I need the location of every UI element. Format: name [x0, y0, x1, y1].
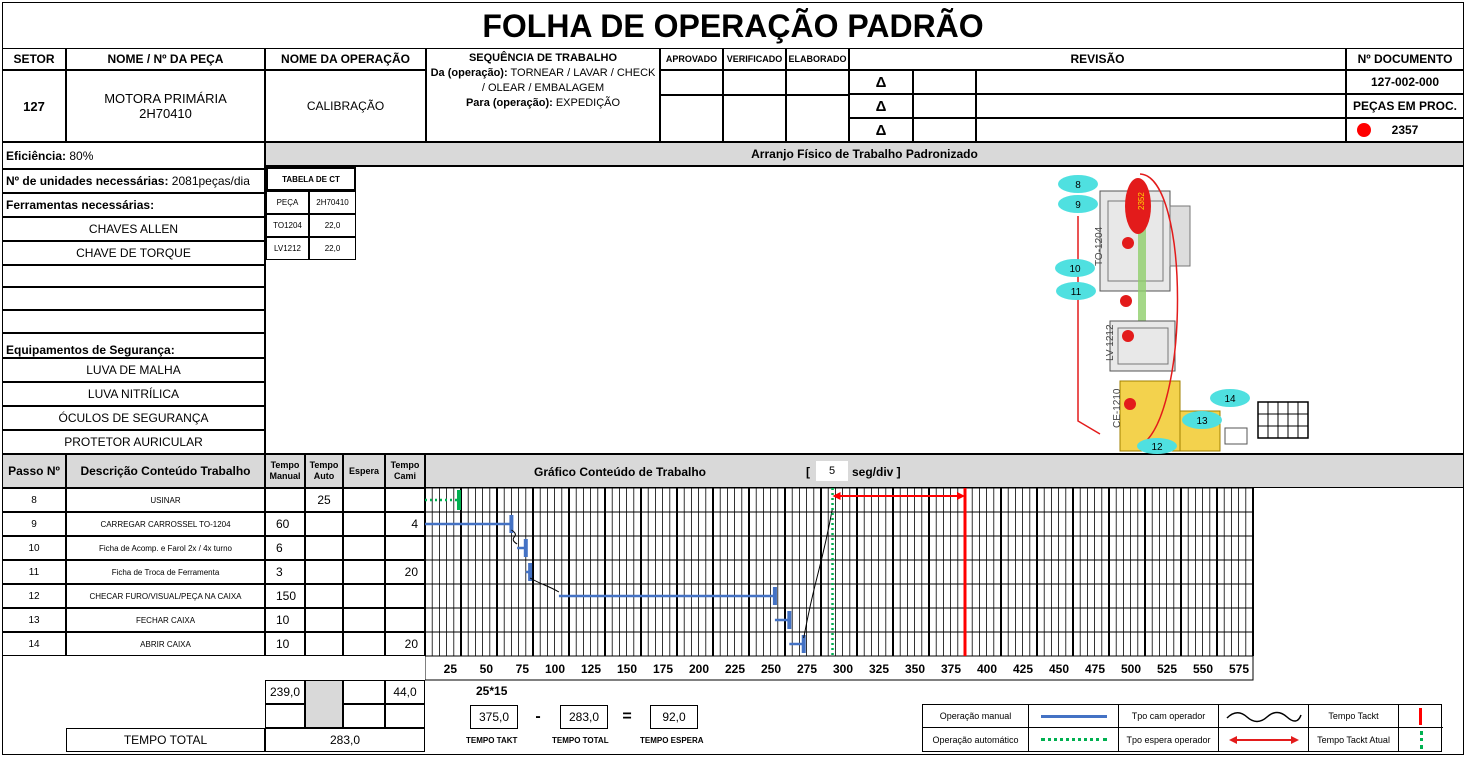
step-manual: 60: [265, 512, 305, 536]
aprovado-label: APROVADO: [660, 48, 723, 70]
col-cami-header: Tempo Cami: [385, 454, 425, 488]
step-auto: [305, 536, 343, 560]
step-auto: [305, 512, 343, 536]
takt-formula: 25*15: [476, 684, 508, 698]
step-passo: 8: [2, 488, 66, 512]
step-cami: [385, 608, 425, 632]
pecas-proc-value: 2357: [1391, 123, 1419, 137]
step-descricao: CHECAR FURO/VISUAL/PEÇA NA CAIXA: [66, 584, 265, 608]
elaborado-date: [786, 95, 849, 142]
legend-espera-swatch: [1219, 728, 1309, 752]
station-9-marker: [1058, 195, 1098, 213]
espera-value: 92,0: [650, 705, 698, 729]
packing-grid: [1258, 402, 1308, 438]
equipamentos-label: Equipamentos de Segurança:: [2, 333, 265, 358]
step-manual: 3: [265, 560, 305, 584]
step-manual: 6: [265, 536, 305, 560]
elaborado-label: ELABORADO: [786, 48, 849, 70]
packing-grid-cells: [1258, 402, 1308, 438]
legend-takt-label: Tempo Tackt: [1309, 705, 1399, 728]
col-manual-header: Tempo Manual: [265, 454, 305, 488]
station-8-marker: [1058, 175, 1098, 193]
revisao-date-3: [913, 118, 976, 142]
machine-label: CE-1210: [1112, 388, 1123, 428]
elaborado-sign: [786, 70, 849, 95]
step-auto: [305, 560, 343, 584]
chart-scale-value: 5: [816, 461, 848, 481]
revisao-delta-3: Δ: [849, 118, 913, 142]
step-cami: 20: [385, 632, 425, 656]
revisao-delta-2: Δ: [849, 94, 913, 118]
tempo-total-label: TEMPO TOTAL: [66, 728, 265, 752]
sequencia-para: Para (operação): EXPEDIÇÃO: [465, 97, 621, 109]
total-manual: 239,0: [265, 680, 305, 704]
tick-label: 400: [976, 662, 997, 676]
legend-manual-label: Operação manual: [923, 705, 1029, 728]
step-manual: 150: [265, 584, 305, 608]
step-passo: 13: [2, 608, 66, 632]
tick-label: 575: [1228, 662, 1249, 676]
verificado-sign: [723, 70, 786, 95]
legend: [922, 704, 1442, 752]
manual-bar-end: [773, 587, 777, 605]
station-dot: [1122, 237, 1134, 249]
aprovado-date: [660, 95, 723, 142]
equals-sign: =: [622, 708, 632, 725]
aprovado-sign: [660, 70, 723, 95]
station-dot: [1120, 295, 1132, 307]
verificado-date: [723, 95, 786, 142]
station-11-marker: [1056, 282, 1096, 300]
sequencia-da: Da (operação): TORNEAR / LAVAR / CHECK: [430, 67, 656, 79]
station-11-label: 11: [1070, 287, 1082, 298]
ct-row: [266, 214, 356, 237]
takt-value: 375,0: [470, 705, 518, 729]
ferramenta-empty: [2, 265, 265, 287]
step-descricao: Ficha de Acomp. e Farol 2x / 4x turno: [66, 536, 265, 560]
legend-manual-swatch: [1029, 705, 1119, 728]
unidades-row: [2, 169, 265, 193]
setor-label: SETOR: [2, 48, 66, 70]
equipamento-item: LUVA NITRÍLICA: [2, 382, 265, 406]
step-descricao: Ficha de Troca de Ferramenta: [66, 560, 265, 584]
operacao-value: CALIBRAÇÃO: [265, 70, 426, 142]
tick-label: 75: [515, 662, 529, 676]
empty-cell: [2, 656, 265, 680]
step-passo: 14: [2, 632, 66, 656]
ct-table-title: TABELA DE CT: [266, 167, 356, 191]
station-8-label: 8: [1075, 180, 1081, 191]
tick-label: 250: [760, 662, 781, 676]
step-espera: [343, 608, 385, 632]
sequencia-da-cont: / OLEAR / EMBALAGEM: [481, 82, 605, 94]
ct-row: [266, 191, 356, 214]
step-passo: 10: [2, 536, 66, 560]
legend-takt-atual-swatch: [1399, 728, 1443, 752]
unidades-label: Nº de unidades necessárias:: [6, 174, 169, 188]
work-content-chart: [425, 488, 1464, 684]
revisao-desc-1: [976, 70, 1346, 94]
sheet-title: FOLHA DE OPERAÇÃO PADRÃO: [482, 7, 984, 44]
col-espera-header: Espera: [343, 454, 385, 488]
step-espera: [343, 632, 385, 656]
total-label: TEMPO TOTAL: [552, 736, 609, 745]
chart-scale-open: [: [806, 465, 810, 479]
step-cami: [385, 584, 425, 608]
ct-cell: 22,0: [309, 237, 356, 260]
station-dot: [1122, 330, 1134, 342]
layout-diagram: [1040, 166, 1340, 454]
step-cami: 4: [385, 512, 425, 536]
step-descricao: ABRIR CAIXA: [66, 632, 265, 656]
equipamento-item: PROTETOR AURICULAR: [2, 430, 265, 454]
ct-cell: 2H70410: [309, 191, 356, 214]
step-espera: [343, 560, 385, 584]
revisao-desc-3: [976, 118, 1346, 142]
legend-cam-label: Tpo cam operador: [1119, 705, 1219, 728]
ct-cell: LV1212: [266, 237, 309, 260]
ferramentas-label: Ferramentas necessárias:: [2, 193, 265, 217]
machine-label: TO-1204: [1094, 226, 1105, 266]
step-auto: [305, 608, 343, 632]
tick-label: 50: [479, 662, 493, 676]
station-dot: [1124, 398, 1136, 410]
tick-label: 150: [616, 662, 637, 676]
sequencia-label: SEQUÊNCIA DE TRABALHO: [468, 52, 618, 64]
tick-label: 450: [1048, 662, 1069, 676]
step-espera: [343, 488, 385, 512]
tick-label: 500: [1120, 662, 1141, 676]
step-auto: 25: [305, 488, 343, 512]
col-auto-header: Tempo Auto: [305, 454, 343, 488]
tick-label: 225: [724, 662, 745, 676]
tick-label: 375: [940, 662, 961, 676]
espera-label: TEMPO ESPERA: [640, 736, 704, 745]
tick-label: 175: [652, 662, 673, 676]
tick-label: 125: [580, 662, 601, 676]
total-cami-2: [385, 704, 425, 728]
ct-cell: PEÇA: [266, 191, 309, 214]
total-cami: 44,0: [385, 680, 425, 704]
ferramenta-item: CHAVE DE TORQUE: [2, 241, 265, 265]
step-passo: 9: [2, 512, 66, 536]
station-13-marker: [1182, 411, 1222, 429]
unidades-value: 2081peças/dia: [171, 174, 250, 188]
documento-label: Nº DOCUMENTO: [1346, 48, 1464, 70]
auto-bar-end: [457, 490, 461, 510]
tick-label: 25: [443, 662, 457, 676]
chart-header: [425, 454, 1464, 488]
sequencia-box: [426, 48, 660, 142]
step-espera: [343, 584, 385, 608]
total-espera-2: [343, 704, 385, 728]
small-box: [1225, 428, 1247, 444]
manual-bar-end: [524, 539, 528, 557]
step-espera: [343, 512, 385, 536]
step-passo: 12: [2, 584, 66, 608]
step-manual: 10: [265, 608, 305, 632]
pecas-proc-label: PEÇAS EM PROC.: [1346, 94, 1464, 118]
verificado-label: VERIFICADO: [723, 48, 786, 70]
wip-dot-icon: [1357, 123, 1371, 137]
step-descricao: FECHAR CAIXA: [66, 608, 265, 632]
tick-label: 550: [1192, 662, 1213, 676]
tick-label: 350: [904, 662, 925, 676]
tick-label: 200: [688, 662, 709, 676]
ferramenta-empty: [2, 310, 265, 333]
legend-espera-label: Tpo espera operador: [1119, 728, 1219, 752]
peca-number: 2H70410: [139, 106, 192, 121]
tick-label: 300: [832, 662, 853, 676]
col-passo-header: Passo Nº: [2, 454, 66, 488]
peca-name: MOTORA PRIMÁRIA: [104, 91, 227, 106]
step-cami: 20: [385, 560, 425, 584]
tick-label: 325: [868, 662, 889, 676]
total-manual-2: [265, 704, 305, 728]
station-12-marker: [1137, 438, 1177, 454]
machine-label: LV-1212: [1105, 324, 1116, 361]
eficiencia-label: Eficiência:: [6, 148, 67, 163]
revisao-label: REVISÃO: [849, 48, 1346, 70]
revisao-date-1: [913, 70, 976, 94]
equipamento-item: ÓCULOS DE SEGURANÇA: [2, 406, 265, 430]
step-cami: [385, 536, 425, 560]
station-9-label: 9: [1075, 200, 1081, 211]
station-13-label: 13: [1196, 416, 1208, 427]
peca-value: [66, 70, 265, 142]
step-manual: 10: [265, 632, 305, 656]
legend-auto-label: Operação automático: [923, 728, 1029, 752]
station-12-label: 12: [1151, 442, 1163, 453]
minus-sign: -: [535, 708, 541, 725]
tick-label: 425: [1012, 662, 1033, 676]
setor-value: 127: [2, 70, 66, 142]
tick-label: 275: [796, 662, 817, 676]
ct-cell: TO1204: [266, 214, 309, 237]
tempo-total-value: 283,0: [265, 728, 425, 752]
legend-cam-swatch: [1219, 705, 1309, 728]
ferramenta-item: CHAVES ALLEN: [2, 217, 265, 241]
legend-auto-swatch: [1029, 728, 1119, 752]
chart-scale-unit: seg/div ]: [852, 465, 901, 479]
tick-label: 100: [544, 662, 565, 676]
ct-table: [266, 167, 356, 260]
eficiencia-value: 80%: [69, 148, 94, 163]
station-14-marker: [1210, 389, 1250, 407]
empty-cell: [2, 680, 265, 728]
wip-count: 2352: [1137, 192, 1146, 210]
step-auto: [305, 632, 343, 656]
step-descricao: CARREGAR CARROSSEL TO-1204: [66, 512, 265, 536]
legend-takt-atual-label: Tempo Tackt Atual: [1309, 728, 1399, 752]
documento-value: 127-002-000: [1346, 70, 1464, 94]
pecas-proc-value-cell: [1346, 118, 1464, 142]
ct-cell: 22,0: [309, 214, 356, 237]
manual-bar-end: [787, 611, 791, 629]
ct-row: [266, 237, 356, 260]
station-14-label: 14: [1224, 394, 1236, 405]
total-auto: [305, 680, 343, 728]
step-manual: [265, 488, 305, 512]
total-espera: [343, 680, 385, 704]
total-value: 283,0: [560, 705, 608, 729]
station-10-label: 10: [1069, 264, 1081, 275]
col-descricao-header: Descrição Conteúdo Trabalho: [66, 454, 265, 488]
ferramenta-empty: [2, 287, 265, 310]
empty-cell: [265, 656, 425, 680]
takt-label: TEMPO TAKT: [466, 736, 518, 745]
equipamento-item: LUVA DE MALHA: [2, 358, 265, 382]
step-auto: [305, 584, 343, 608]
step-descricao: USINAR: [66, 488, 265, 512]
step-cami: [385, 488, 425, 512]
operacao-label: NOME DA OPERAÇÃO: [265, 48, 426, 70]
eficiencia-row: [2, 142, 265, 169]
step-espera: [343, 536, 385, 560]
station-10-marker: [1055, 259, 1095, 277]
layout-title: Arranjo Físico de Trabalho Padronizado: [265, 142, 1464, 166]
peca-label: NOME / Nº DA PEÇA: [66, 48, 265, 70]
revisao-desc-2: [976, 94, 1346, 118]
tick-label: 525: [1156, 662, 1177, 676]
revisao-delta-1: Δ: [849, 70, 913, 94]
chart-title: Gráfico Conteúdo de Trabalho: [534, 465, 707, 479]
legend-takt-swatch: [1399, 705, 1443, 728]
revisao-date-2: [913, 94, 976, 118]
tick-label: 475: [1084, 662, 1105, 676]
step-passo: 11: [2, 560, 66, 584]
